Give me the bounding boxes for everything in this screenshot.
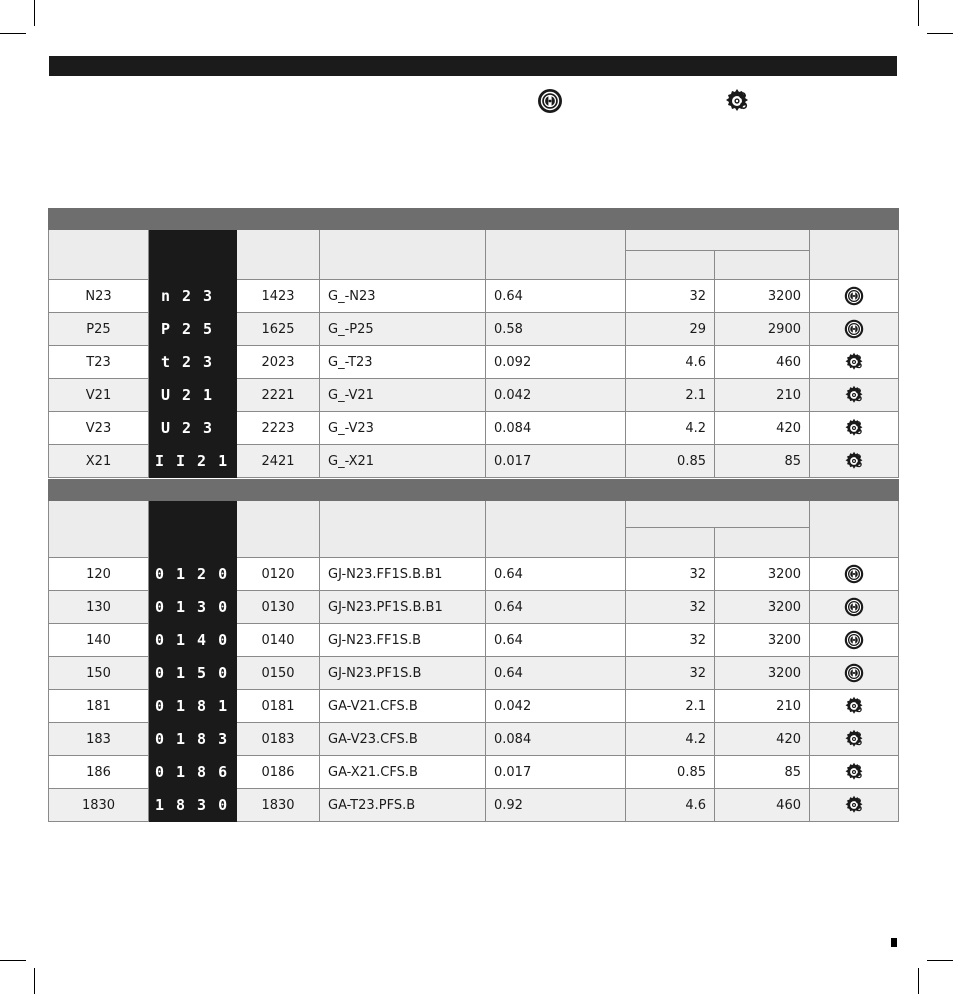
crop-mark	[927, 33, 953, 34]
seven-segment-display: U21	[160, 386, 225, 404]
crop-mark	[918, 968, 919, 994]
ratio-cell: 0.92	[486, 789, 626, 822]
code-cell: P25	[49, 313, 149, 346]
round-sealed-icon	[810, 558, 899, 591]
gear-vented-icon	[810, 412, 899, 445]
ratio-cell: 0.64	[486, 657, 626, 690]
table-row	[49, 280, 899, 313]
seven-segment-display: 0181	[155, 697, 240, 715]
value2-cell: 85	[715, 756, 810, 789]
display-code-cell	[149, 690, 240, 723]
gear-vented-icon	[810, 723, 899, 756]
value2-cell: 85	[715, 445, 810, 478]
round-sealed-icon	[537, 88, 563, 114]
seven-segment-display: n23	[160, 287, 225, 305]
seven-segment-display: 0120	[155, 565, 240, 583]
number-cell: 0181	[237, 690, 320, 723]
gear-vented-icon	[810, 756, 899, 789]
gear-vented-icon	[810, 789, 899, 822]
number-cell: 0140	[237, 624, 320, 657]
value1-cell: 4.6	[626, 346, 715, 379]
model-cell: GA-V23.CFS.B	[320, 723, 486, 756]
display-code-cell	[149, 379, 237, 412]
display-code-cell	[149, 558, 240, 591]
code-cell: V21	[49, 379, 149, 412]
model-cell: GA-V21.CFS.B	[320, 690, 486, 723]
display-code-cell	[149, 789, 240, 822]
seven-segment-display: 0150	[155, 664, 240, 682]
value2-cell: 2900	[715, 313, 810, 346]
ratio-cell: 0.64	[486, 624, 626, 657]
value1-cell: 2.1	[626, 379, 715, 412]
code-cell: 183	[49, 723, 149, 756]
value1-cell: 0.85	[626, 756, 715, 789]
number-cell: 1423	[237, 280, 320, 313]
code-cell: 130	[49, 591, 149, 624]
ratio-cell: 0.084	[486, 723, 626, 756]
ratio-cell: 0.64	[486, 558, 626, 591]
ratio-cell: 0.64	[486, 591, 626, 624]
gear-vented-icon	[810, 690, 899, 723]
seven-segment-display: P25	[160, 320, 225, 338]
round-sealed-icon	[810, 280, 899, 313]
seven-segment-display: 0130	[155, 598, 240, 616]
round-sealed-icon	[810, 591, 899, 624]
gear-vented-icon	[724, 88, 750, 114]
ratio-cell: 0.084	[486, 412, 626, 445]
display-code-cell	[149, 445, 240, 478]
seven-segment-display: t23	[160, 353, 225, 371]
value2-cell: 3200	[715, 558, 810, 591]
code-cell: 181	[49, 690, 149, 723]
table-row	[49, 412, 899, 445]
round-sealed-icon	[810, 624, 899, 657]
model-cell: G_-N23	[320, 280, 486, 313]
table-row	[49, 591, 899, 624]
spec-table-2	[48, 479, 899, 822]
value1-cell: 32	[626, 558, 715, 591]
code-cell: V23	[49, 412, 149, 445]
value1-cell: 2.1	[626, 690, 715, 723]
crop-mark	[0, 33, 26, 34]
ratio-cell: 0.042	[486, 379, 626, 412]
table-band	[49, 480, 899, 501]
model-cell: GA-X21.CFS.B	[320, 756, 486, 789]
value2-cell: 3200	[715, 657, 810, 690]
model-cell: G_-T23	[320, 346, 486, 379]
model-cell: G_-V21	[320, 379, 486, 412]
number-cell: 1830	[237, 789, 320, 822]
crop-mark	[34, 968, 35, 994]
section-header-bar	[49, 56, 897, 76]
table-row	[49, 657, 899, 690]
value2-cell: 210	[715, 690, 810, 723]
page-marker	[891, 938, 897, 947]
ratio-cell: 0.017	[486, 445, 626, 478]
display-code-cell	[149, 313, 237, 346]
ratio-cell: 0.58	[486, 313, 626, 346]
table-band	[49, 209, 899, 230]
value1-cell: 32	[626, 591, 715, 624]
value1-cell: 32	[626, 657, 715, 690]
code-cell: T23	[49, 346, 149, 379]
value2-cell: 460	[715, 346, 810, 379]
spec-table-1	[48, 208, 899, 478]
seven-segment-display: 0183	[155, 730, 240, 748]
number-cell: 2221	[237, 379, 320, 412]
code-cell: 120	[49, 558, 149, 591]
display-code-cell	[149, 412, 237, 445]
value2-cell: 3200	[715, 280, 810, 313]
round-sealed-icon	[810, 657, 899, 690]
table-row	[49, 756, 899, 789]
table-row	[49, 313, 899, 346]
number-cell: 2223	[237, 412, 320, 445]
number-cell: 0183	[237, 723, 320, 756]
display-code-cell	[149, 624, 240, 657]
model-cell: G_-X21	[320, 445, 486, 478]
display-code-cell	[149, 756, 240, 789]
crop-mark	[0, 960, 26, 961]
model-cell: G_-V23	[320, 412, 486, 445]
seven-segment-display: 0140	[155, 631, 240, 649]
value1-cell: 4.2	[626, 723, 715, 756]
ratio-cell: 0.042	[486, 690, 626, 723]
code-cell: 140	[49, 624, 149, 657]
ratio-cell: 0.017	[486, 756, 626, 789]
round-sealed-icon	[810, 313, 899, 346]
number-cell: 0130	[237, 591, 320, 624]
model-cell: GJ-N23.FF1S.B	[320, 624, 486, 657]
crop-mark	[927, 960, 953, 961]
value2-cell: 420	[715, 412, 810, 445]
ratio-cell: 0.092	[486, 346, 626, 379]
seven-segment-display: U23	[160, 419, 225, 437]
value2-cell: 3200	[715, 624, 810, 657]
seven-segment-display: 1830	[155, 796, 240, 814]
table-row	[49, 558, 899, 591]
number-cell: 0150	[237, 657, 320, 690]
gear-vented-icon	[810, 445, 899, 478]
value1-cell: 4.6	[626, 789, 715, 822]
table-row	[49, 346, 899, 379]
value2-cell: 3200	[715, 591, 810, 624]
code-cell: 186	[49, 756, 149, 789]
value1-cell: 32	[626, 280, 715, 313]
number-cell: 2421	[237, 445, 320, 478]
display-code-cell	[149, 657, 240, 690]
display-code-cell	[149, 591, 240, 624]
value2-cell: 420	[715, 723, 810, 756]
number-cell: 2023	[237, 346, 320, 379]
display-code-cell	[149, 723, 240, 756]
table-row	[49, 445, 899, 478]
model-cell: GJ-N23.FF1S.B.B1	[320, 558, 486, 591]
table-row	[49, 624, 899, 657]
table-header-row	[49, 230, 899, 251]
value1-cell: 4.2	[626, 412, 715, 445]
seven-segment-display: II21	[155, 452, 240, 470]
gear-vented-icon	[810, 346, 899, 379]
table-row	[49, 379, 899, 412]
table-row	[49, 789, 899, 822]
code-cell: X21	[49, 445, 149, 478]
code-cell: 1830	[49, 789, 149, 822]
model-cell: G_-P25	[320, 313, 486, 346]
value1-cell: 0.85	[626, 445, 715, 478]
value2-cell: 460	[715, 789, 810, 822]
table-header-row	[49, 501, 899, 528]
table-row	[49, 723, 899, 756]
crop-mark	[34, 0, 35, 26]
model-cell: GJ-N23.PF1S.B.B1	[320, 591, 486, 624]
value1-cell: 32	[626, 624, 715, 657]
table-row	[49, 690, 899, 723]
value2-cell: 210	[715, 379, 810, 412]
seven-segment-display: 0186	[155, 763, 240, 781]
display-code-cell	[149, 280, 237, 313]
number-cell: 0186	[237, 756, 320, 789]
number-cell: 0120	[237, 558, 320, 591]
gear-vented-icon	[810, 379, 899, 412]
code-cell: 150	[49, 657, 149, 690]
ratio-cell: 0.64	[486, 280, 626, 313]
code-cell: N23	[49, 280, 149, 313]
model-cell: GA-T23.PFS.B	[320, 789, 486, 822]
value1-cell: 29	[626, 313, 715, 346]
display-code-cell	[149, 346, 237, 379]
model-cell: GJ-N23.PF1S.B	[320, 657, 486, 690]
number-cell: 1625	[237, 313, 320, 346]
crop-mark	[918, 0, 919, 26]
